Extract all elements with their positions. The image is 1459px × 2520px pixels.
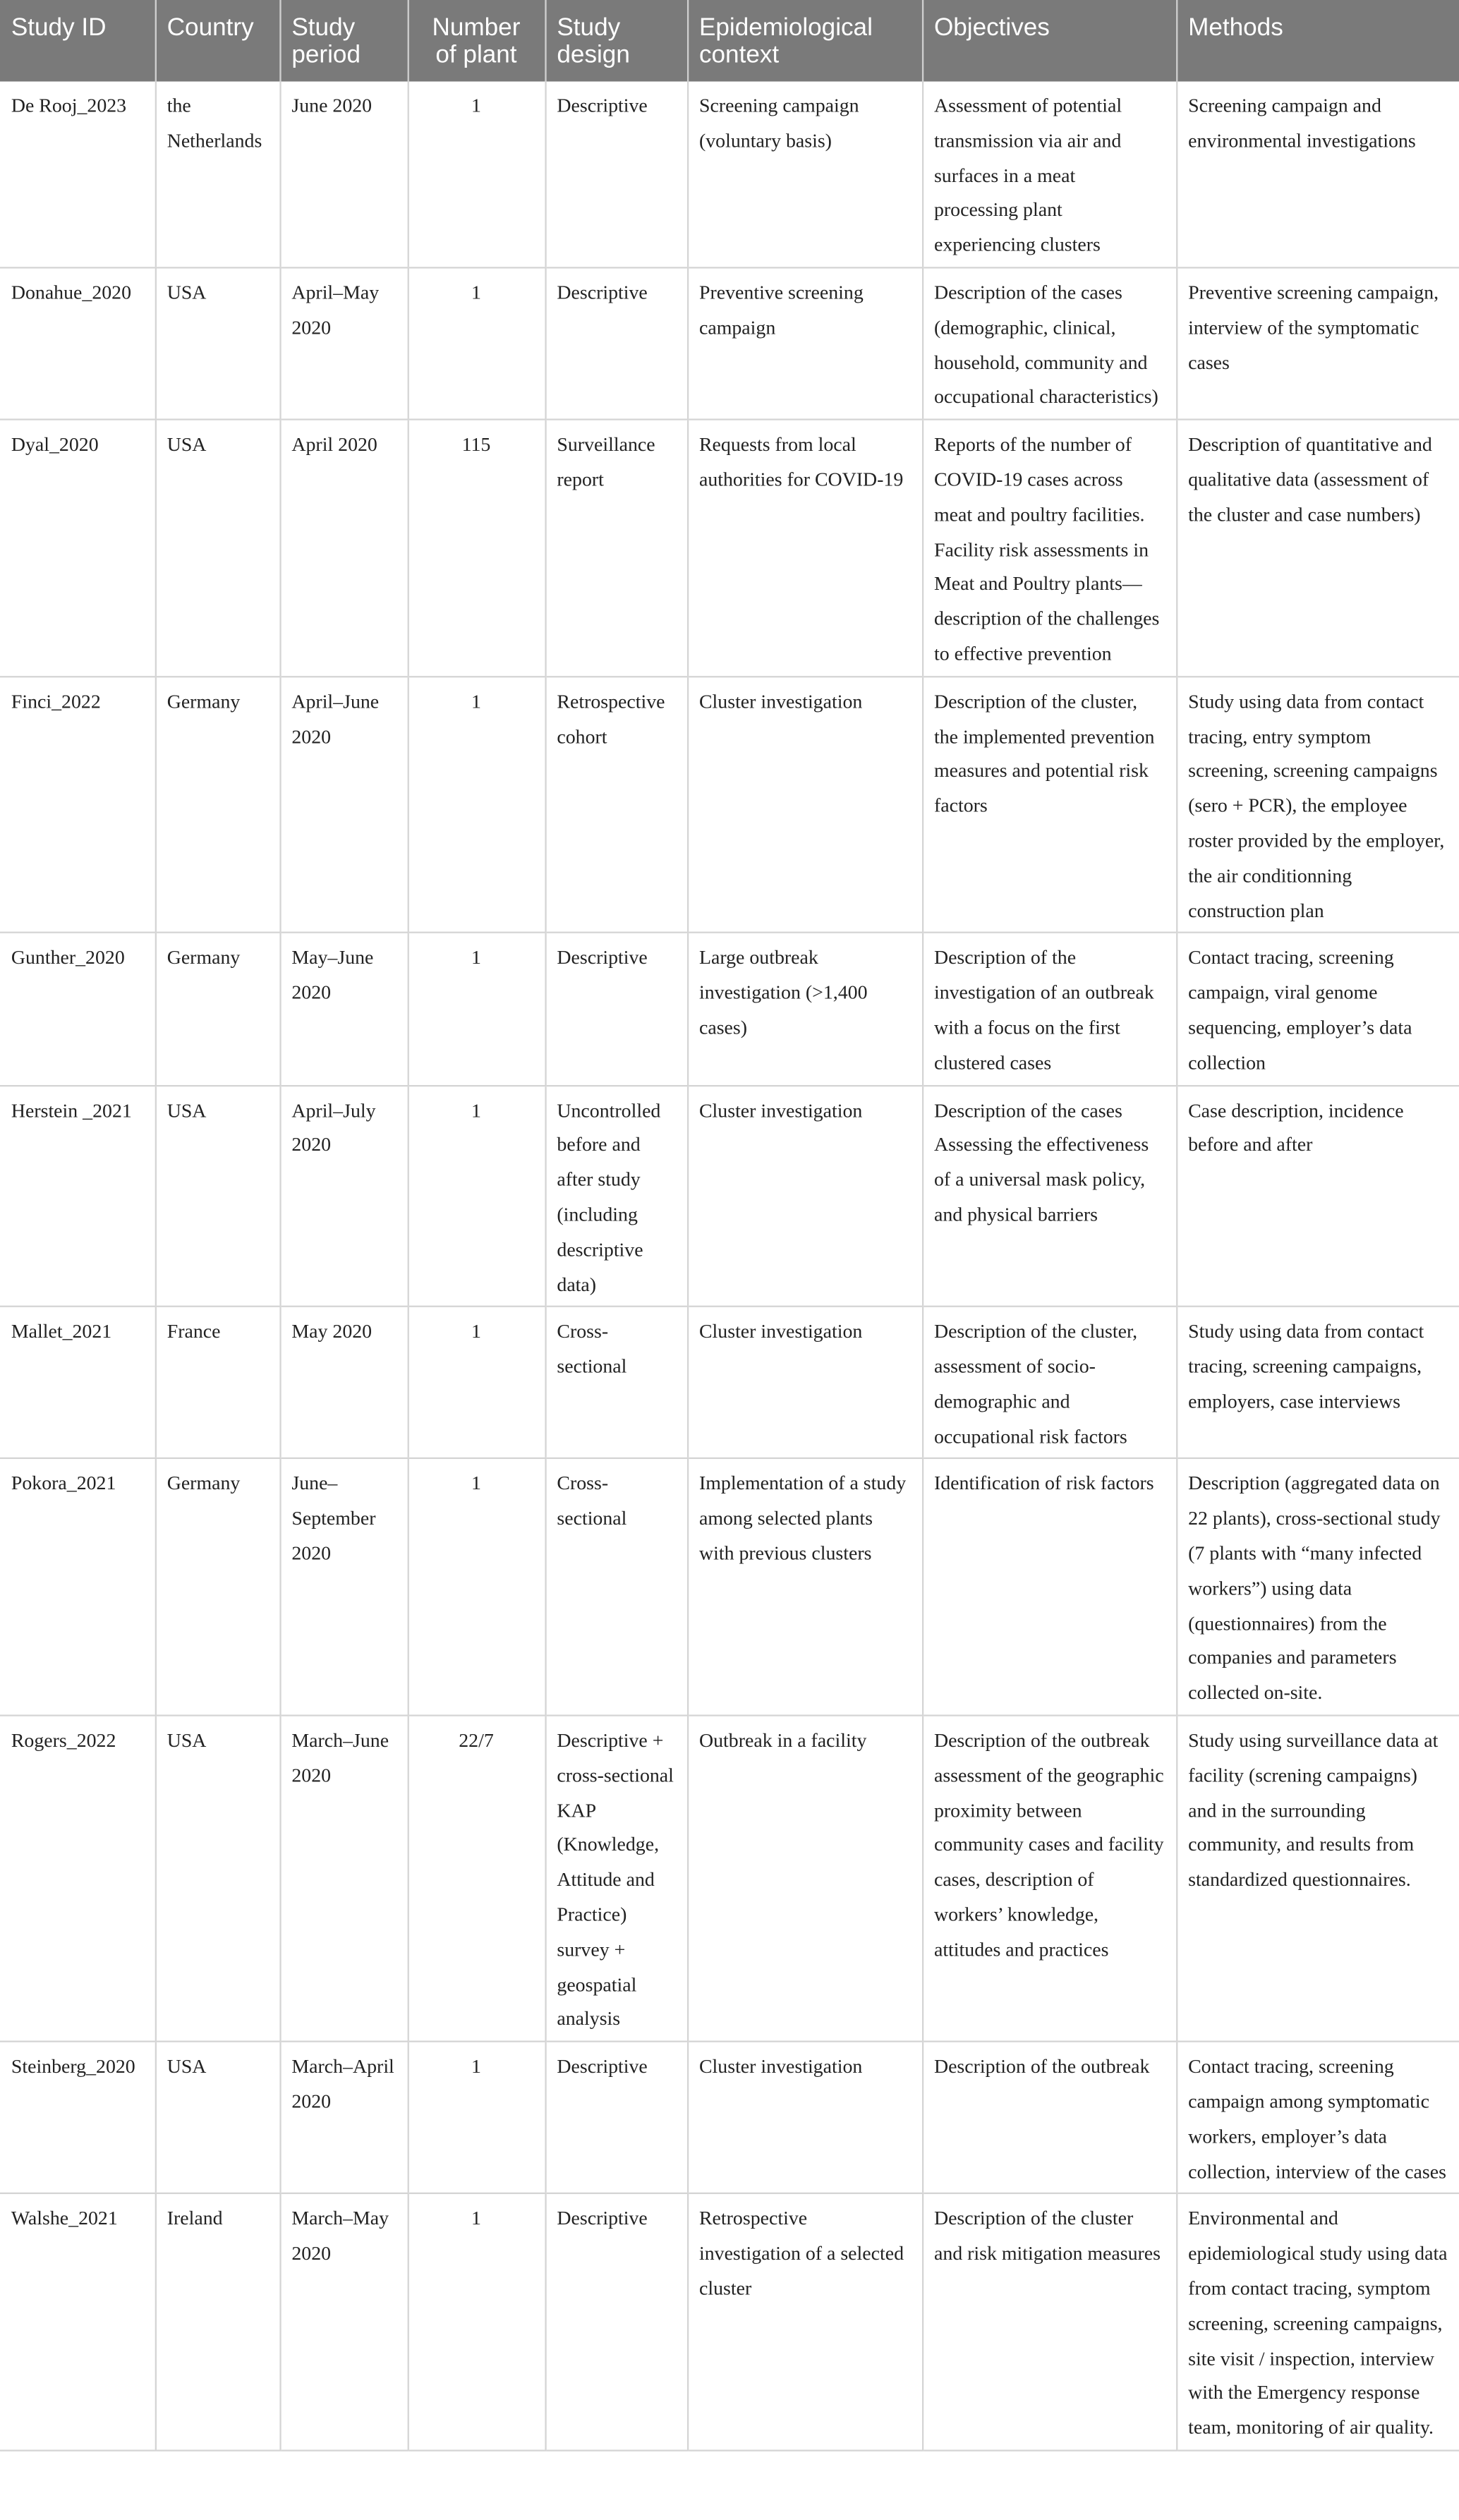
cell-epidemiological-context: Cluster investigation bbox=[687, 677, 922, 933]
cell-objectives: Assessment of potential transmission via air and surfaces in a meat processing plant experiencing clusters bbox=[922, 82, 1176, 268]
table-row bbox=[0, 2194, 1459, 2451]
cell-epidemiological-context: Requests from local authorities for COVID-19 bbox=[687, 420, 922, 677]
header-study-design: Study design bbox=[545, 0, 687, 82]
cell-country: France bbox=[155, 1307, 280, 1459]
cell-country: Ireland bbox=[155, 2194, 280, 2451]
table-row bbox=[0, 267, 1459, 420]
cell-objectives: Description of the cases Assessing the effectiveness of a universal mask policy, and physical barriers bbox=[922, 1085, 1176, 1307]
cell-study-design: Uncontrolled before and after study (including descriptive data) bbox=[545, 1085, 687, 1307]
cell-study-period: March–April 2020 bbox=[279, 2042, 407, 2194]
cell-country: Germany bbox=[155, 677, 280, 933]
cell-study-id: Dyal_2020 bbox=[0, 420, 155, 677]
cell-objectives: Description of the cluster and risk mitigation measures bbox=[922, 2194, 1176, 2451]
cell-study-id: De Rooj_2023 bbox=[0, 82, 155, 268]
cell-study-id: Steinberg_2020 bbox=[0, 2042, 155, 2194]
cell-study-id: Donahue_2020 bbox=[0, 267, 155, 420]
cell-objectives: Reports of the number of COVID-19 cases across meat and poultry facilities. Facility risk assessments in Meat and Poultry plants—description of the challenges to effective prevention bbox=[922, 420, 1176, 677]
cell-number-of-plant: 115 bbox=[408, 420, 545, 677]
header-number-of-plant: Number of plant bbox=[408, 0, 545, 82]
cell-number-of-plant: 1 bbox=[408, 2194, 545, 2451]
cell-objectives: Description of the cluster, assessment of socio-demographic and occupational risk factors bbox=[922, 1307, 1176, 1459]
cell-country: USA bbox=[155, 1716, 280, 2042]
cell-study-period: March–May 2020 bbox=[279, 2194, 407, 2451]
cell-number-of-plant: 1 bbox=[408, 933, 545, 1085]
header-objectives: Objectives bbox=[922, 0, 1176, 82]
cell-study-design: Retrospective cohort bbox=[545, 677, 687, 933]
header-methods: Methods bbox=[1176, 0, 1459, 82]
cell-study-design: Descriptive bbox=[545, 82, 687, 268]
table-row bbox=[0, 420, 1459, 677]
cell-study-design: Descriptive bbox=[545, 2042, 687, 2194]
table-row bbox=[0, 1085, 1459, 1307]
cell-number-of-plant: 1 bbox=[408, 2042, 545, 2194]
cell-number-of-plant: 1 bbox=[408, 1085, 545, 1307]
header-study-id: Study ID bbox=[0, 0, 155, 82]
cell-study-design: Descriptive bbox=[545, 2194, 687, 2451]
cell-study-design: Descriptive bbox=[545, 267, 687, 420]
cell-methods: Study using surveillance data at facility (screning campaigns) and in the surrounding community, and results from standardized questionnaires. bbox=[1176, 1716, 1459, 2042]
cell-methods: Contact tracing, screening campaign among symptomatic workers, employer’s data collection, interview of the cases bbox=[1176, 2042, 1459, 2194]
cell-study-id: Finci_2022 bbox=[0, 677, 155, 933]
header-country: Country bbox=[155, 0, 280, 82]
table-row bbox=[0, 677, 1459, 933]
cell-study-id: Walshe_2021 bbox=[0, 2194, 155, 2451]
cell-objectives: Description of the investigation of an outbreak with a focus on the first clustered cases bbox=[922, 933, 1176, 1085]
cell-methods: Screening campaign and environmental investigations bbox=[1176, 82, 1459, 268]
cell-epidemiological-context: Retrospective investigation of a selected cluster bbox=[687, 2194, 922, 2451]
cell-study-period: April–June 2020 bbox=[279, 677, 407, 933]
cell-methods: Study using data from contact tracing, screening campaigns, employers, case interviews bbox=[1176, 1307, 1459, 1459]
cell-study-design: Cross-sectional bbox=[545, 1459, 687, 1716]
table-row bbox=[0, 2042, 1459, 2194]
cell-number-of-plant: 1 bbox=[408, 1459, 545, 1716]
table-row bbox=[0, 1459, 1459, 1716]
cell-methods: Preventive screening campaign, interview of the symptomatic cases bbox=[1176, 267, 1459, 420]
cell-methods: Contact tracing, screening campaign, viral genome sequencing, employer’s data collection bbox=[1176, 933, 1459, 1085]
cell-study-period: March–June 2020 bbox=[279, 1716, 407, 2042]
cell-objectives: Identification of risk factors bbox=[922, 1459, 1176, 1716]
cell-study-design: Cross-sectional bbox=[545, 1307, 687, 1459]
cell-study-id: Herstein _2021 bbox=[0, 1085, 155, 1307]
cell-country: USA bbox=[155, 267, 280, 420]
cell-epidemiological-context: Outbreak in a facility bbox=[687, 1716, 922, 2042]
cell-study-period: May–June 2020 bbox=[279, 933, 407, 1085]
cell-methods: Case description, incidence before and after bbox=[1176, 1085, 1459, 1307]
cell-methods: Description of quantitative and qualitative data (assessment of the cluster and case numbers) bbox=[1176, 420, 1459, 677]
cell-epidemiological-context: Screening campaign (voluntary basis) bbox=[687, 82, 922, 268]
cell-country: the Netherlands bbox=[155, 82, 280, 268]
table-row bbox=[0, 933, 1459, 1085]
header-row bbox=[0, 0, 1459, 82]
cell-number-of-plant: 1 bbox=[408, 1307, 545, 1459]
cell-study-id: Mallet_2021 bbox=[0, 1307, 155, 1459]
cell-study-id: Pokora_2021 bbox=[0, 1459, 155, 1716]
cell-methods: Environmental and epidemiological study using data from contact tracing, symptom screening, screening campaigns, site visit / inspection, interview with the Emergency response team, monitoring of air quality. bbox=[1176, 2194, 1459, 2451]
cell-country: USA bbox=[155, 1085, 280, 1307]
cell-epidemiological-context: Preventive screening campaign bbox=[687, 267, 922, 420]
cell-study-period: April–July 2020 bbox=[279, 1085, 407, 1307]
cell-country: Germany bbox=[155, 1459, 280, 1716]
cell-epidemiological-context: Large outbreak investigation (>1,400 cases) bbox=[687, 933, 922, 1085]
cell-study-design: Descriptive + cross-sectional KAP (Knowledge, Attitude and Practice) survey + geospatial analysis bbox=[545, 1716, 687, 2042]
cell-study-design: Descriptive bbox=[545, 933, 687, 1085]
cell-epidemiological-context: Cluster investigation bbox=[687, 2042, 922, 2194]
cell-study-id: Gunther_2020 bbox=[0, 933, 155, 1085]
header-epidemiological-context: Epidemiological context bbox=[687, 0, 922, 82]
cell-study-period: May 2020 bbox=[279, 1307, 407, 1459]
cell-epidemiological-context: Cluster investigation bbox=[687, 1085, 922, 1307]
cell-study-period: April 2020 bbox=[279, 420, 407, 677]
cell-methods: Study using data from contact tracing, entry symptom screening, screening campaigns (sero + PCR), the employee roster provided by the employer, the air conditionning construction plan bbox=[1176, 677, 1459, 933]
cell-country: USA bbox=[155, 420, 280, 677]
cell-number-of-plant: 1 bbox=[408, 82, 545, 268]
cell-objectives: Description of the cluster, the implemented prevention measures and potential risk factors bbox=[922, 677, 1176, 933]
cell-number-of-plant: 1 bbox=[408, 677, 545, 933]
cell-study-period: April–May 2020 bbox=[279, 267, 407, 420]
header-study-period: Study period bbox=[279, 0, 407, 82]
cell-methods: Description (aggregated data on 22 plants), cross-sectional study (7 plants with “many infected workers”) using data (questionnaires) from the companies and parameters collected on-site. bbox=[1176, 1459, 1459, 1716]
cell-country: USA bbox=[155, 2042, 280, 2194]
cell-epidemiological-context: Implementation of a study among selected plants with previous clusters bbox=[687, 1459, 922, 1716]
table-row bbox=[0, 1307, 1459, 1459]
cell-number-of-plant: 1 bbox=[408, 267, 545, 420]
table-row bbox=[0, 82, 1459, 268]
table-row bbox=[0, 1716, 1459, 2042]
cell-number-of-plant: 22/7 bbox=[408, 1716, 545, 2042]
cell-epidemiological-context: Cluster investigation bbox=[687, 1307, 922, 1459]
cell-study-id: Rogers_2022 bbox=[0, 1716, 155, 2042]
cell-objectives: Description of the outbreak assessment of the geographic proximity between community cases and facility cases, description of workers’ knowledge, attitudes and practices bbox=[922, 1716, 1176, 2042]
cell-study-period: June–September 2020 bbox=[279, 1459, 407, 1716]
cell-objectives: Description of the outbreak bbox=[922, 2042, 1176, 2194]
cell-study-period: June 2020 bbox=[279, 82, 407, 268]
cell-objectives: Description of the cases (demographic, clinical, household, community and occupational characteristics) bbox=[922, 267, 1176, 420]
cell-country: Germany bbox=[155, 933, 280, 1085]
cell-study-design: Surveillance report bbox=[545, 420, 687, 677]
